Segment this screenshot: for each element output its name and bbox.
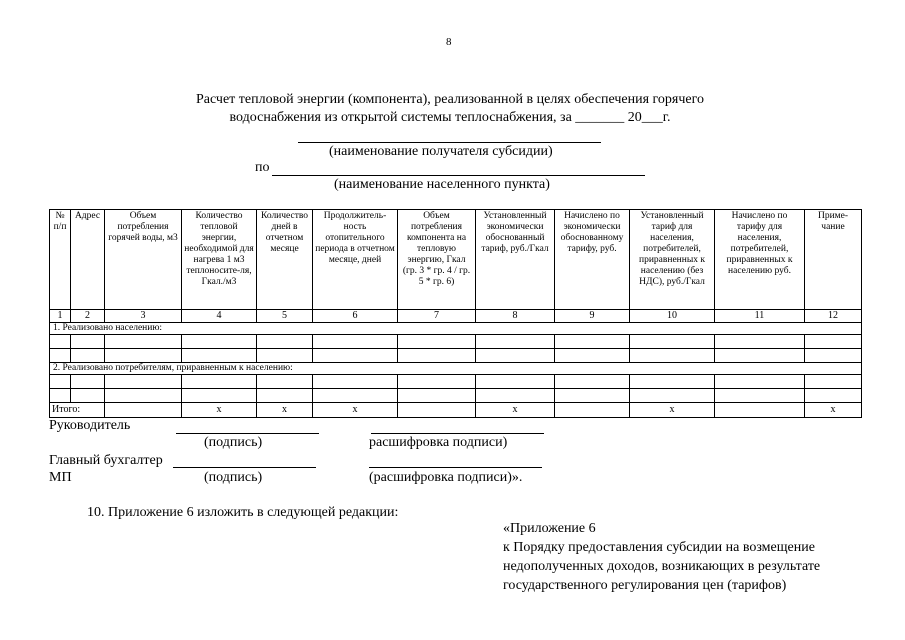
column-number: 8 xyxy=(476,310,555,323)
appendix-line-1: «Приложение 6 xyxy=(503,521,596,536)
table-header-row xyxy=(50,210,862,310)
document-title-line-1: Расчет тепловой энергии (компонента), реализованной в целях обеспечения горячего xyxy=(195,92,704,107)
section-label: 1. Реализовано населению: xyxy=(50,323,862,335)
x-mark: х xyxy=(257,403,313,418)
column-number: 6 xyxy=(313,310,398,323)
x-mark: х xyxy=(630,403,715,418)
column-number: 9 xyxy=(555,310,630,323)
header-cell: Начислено по тарифу для населения, потребителей, приравненных к населению руб. xyxy=(715,210,805,310)
header-cell: Начислено по экономически обоснованному тарифу, руб. xyxy=(555,210,630,310)
recipient-blank-line xyxy=(298,142,601,143)
header-cell: Объем потребления горячей воды, м3 xyxy=(105,210,182,310)
header-cell: № п/п xyxy=(50,210,71,310)
section-row-equivalent-consumers xyxy=(50,363,862,375)
head-label: Руководитель xyxy=(49,418,131,433)
header-cell: Продолжитель-ность отопительного периода в отчетном месяце, дней xyxy=(313,210,398,310)
section-label: 2. Реализовано потребителям, приравненным к населению: xyxy=(50,363,862,375)
accountant-decode-line xyxy=(369,467,542,468)
header-cell: Адрес xyxy=(71,210,105,310)
column-number: 11 xyxy=(715,310,805,323)
appendix-line-4: государственного регулирования цен (тарифов) xyxy=(503,578,787,593)
accountant-signature-line xyxy=(173,467,316,468)
table-row xyxy=(50,389,862,403)
column-number: 1 xyxy=(50,310,71,323)
column-number-row xyxy=(50,310,862,323)
decode-caption: расшифровка подписи) xyxy=(369,435,508,450)
document-title-line-2: водоснабжения из открытой системы теплоснабжения, за _______ 20___г. xyxy=(229,110,671,125)
header-cell: Установленный экономически обоснованный тариф, руб./Гкал xyxy=(476,210,555,310)
appendix-line-3: недополученных доходов, возникающих в результате xyxy=(503,559,821,574)
accountant-label: Главный бухгалтер xyxy=(49,453,163,468)
section-row-population xyxy=(50,323,862,335)
header-cell: Приме-чание xyxy=(805,210,862,310)
decode-caption: (расшифровка подписи)». xyxy=(369,470,523,485)
head-signature-line xyxy=(176,433,319,434)
page-number: 8 xyxy=(446,36,452,48)
header-cell: Количество дней в отчетном месяце xyxy=(257,210,313,310)
head-decode-line xyxy=(371,433,544,434)
column-number: 7 xyxy=(398,310,476,323)
recipient-caption: (наименование получателя субсидии) xyxy=(329,144,553,159)
table-row xyxy=(50,335,862,349)
heat-energy-table xyxy=(49,209,862,418)
total-row xyxy=(50,403,862,418)
table-row xyxy=(50,375,862,389)
column-number: 5 xyxy=(257,310,313,323)
header-cell: Объем потребления компонента на тепловую энергию, Гкал (гр. 3 * гр. 4 / гр. 5 * гр. 6) xyxy=(398,210,476,310)
column-number: 12 xyxy=(805,310,862,323)
po-label: по xyxy=(255,160,270,175)
table-row xyxy=(50,349,862,363)
total-label: Итого: xyxy=(50,403,105,418)
signature-caption: (подпись) xyxy=(204,470,263,485)
column-number: 10 xyxy=(630,310,715,323)
locality-blank-line xyxy=(272,175,645,176)
column-number: 3 xyxy=(105,310,182,323)
signature-caption: (подпись) xyxy=(204,435,263,450)
x-mark: х xyxy=(805,403,862,418)
x-mark: х xyxy=(313,403,398,418)
header-cell: Количество тепловой энергии, необходимой для нагрева 1 м3 теплоносите-ля, Гкал./м3 xyxy=(182,210,257,310)
item-10-text: 10. Приложение 6 изложить в следующей редакции: xyxy=(87,505,399,520)
x-mark: х xyxy=(182,403,257,418)
column-number: 2 xyxy=(71,310,105,323)
x-mark: х xyxy=(476,403,555,418)
column-number: 4 xyxy=(182,310,257,323)
header-cell: Установленный тариф для населения, потребителей, приравненных к населению (без НДС), руб./Гкал xyxy=(630,210,715,310)
locality-caption: (наименование населенного пункта) xyxy=(334,177,550,192)
mp-label: МП xyxy=(49,470,72,485)
appendix-line-2: к Порядку предоставления субсидии на возмещение xyxy=(503,540,815,555)
